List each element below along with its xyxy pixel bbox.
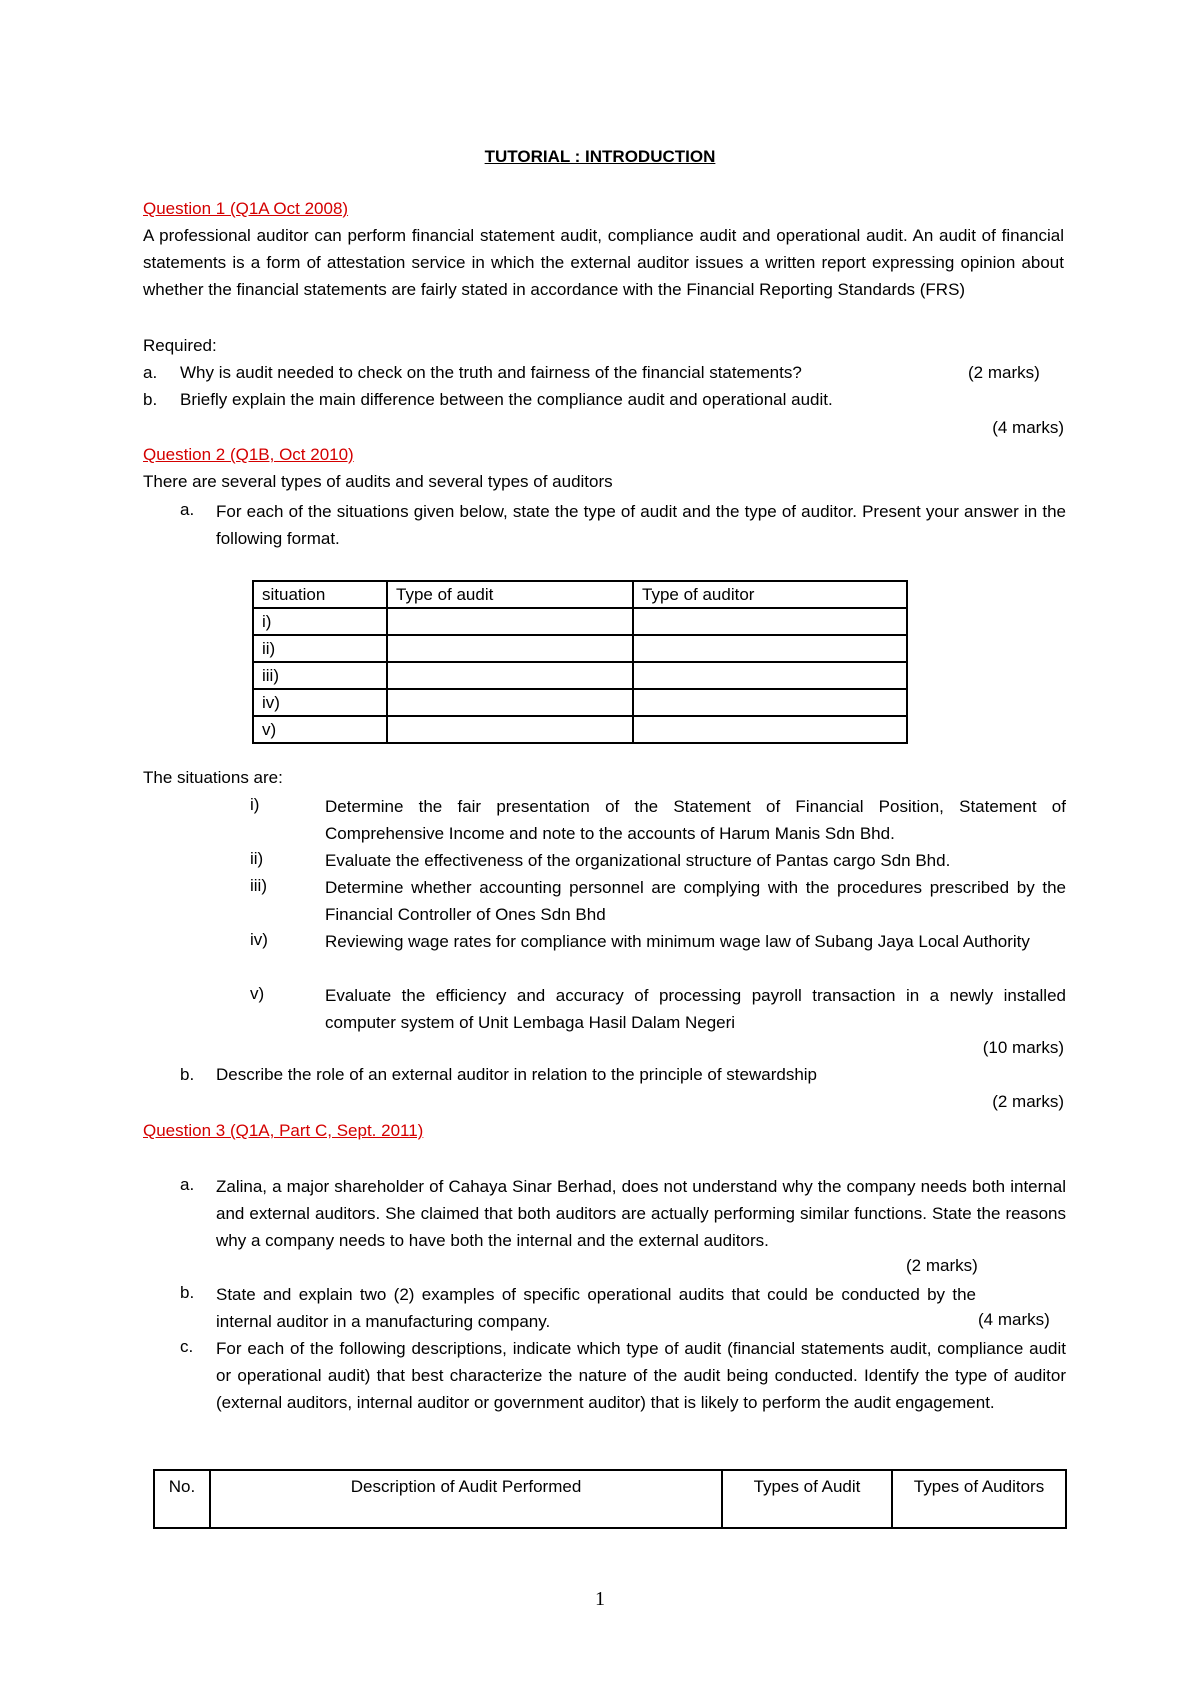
header-no: No. (154, 1470, 210, 1528)
row-label: v) (253, 716, 387, 743)
question-3-b-label: b. (180, 1283, 195, 1302)
empty-cell (387, 716, 633, 743)
situation-text: Evaluate the effectiveness of the organizational structure of Pantas cargo Sdn Bhd. (325, 851, 951, 870)
row-label: iv) (253, 689, 387, 716)
page-number: 1 (595, 1588, 605, 1610)
table-row (253, 689, 907, 716)
situation-number: ii) (250, 849, 264, 868)
header-situation: situation (253, 581, 387, 608)
question-2-intro: There are several types of audits and several types of auditors (143, 472, 613, 491)
situation-number: v) (250, 984, 265, 1003)
audit-description-table (153, 1469, 1067, 1529)
header-type-of-audit: Type of audit (387, 581, 633, 608)
question-2-a-marks: (10 marks) (982, 1038, 1064, 1057)
header-types-of-audit: Types of Audit (722, 1470, 892, 1528)
empty-cell (387, 689, 633, 716)
question-2-b-label: b. (180, 1065, 195, 1084)
header-types-of-auditors: Types of Auditors (892, 1470, 1066, 1528)
table-row (253, 635, 907, 662)
header-type-of-auditor: Type of auditor (633, 581, 907, 608)
header-description: Description of Audit Performed (210, 1470, 722, 1528)
empty-cell (633, 608, 907, 635)
question-2-a-label: a. (180, 500, 195, 519)
table-row (253, 716, 907, 743)
situation-text: Reviewing wage rates for compliance with minimum wage law of Subang Jaya Local Authority (325, 932, 1030, 951)
question-3-c-label: c. (180, 1337, 194, 1356)
question-1-b-marks: (4 marks) (992, 418, 1064, 437)
question-1-required: Required: (143, 336, 217, 355)
question-3-b-text: State and explain two (2) examples of specific operational audits that could be conducted by the internal auditor in a manufacturing company. (216, 1285, 976, 1331)
question-3-a-label: a. (180, 1175, 195, 1194)
answer-format-table (252, 580, 908, 744)
table-row (253, 662, 907, 689)
question-1-a-marks: (2 marks) (968, 363, 1040, 382)
question-3-b-marks: (4 marks) (978, 1310, 1050, 1329)
row-label: ii) (253, 635, 387, 662)
question-3-c-text: For each of the following descriptions, indicate which type of audit (financial statements audit, compliance audit or operational audit) that best characterize the nature of the audit being conducted. Identify the type of auditor (external auditors, internal auditor or government auditor) that is likely to perform the audit engagement. (216, 1339, 1066, 1412)
table-row (253, 608, 907, 635)
table-header-row (253, 581, 907, 608)
situation-number: iii) (250, 876, 267, 895)
row-label: iii) (253, 662, 387, 689)
question-2-heading: Question 2 (Q1B, Oct 2010) (143, 445, 354, 464)
situation-text: Determine whether accounting personnel are complying with the procedures prescribed by the Financial Controller of Ones Sdn Bhd (325, 878, 1066, 924)
situation-text: Evaluate the efficiency and accuracy of processing payroll transaction in a newly installed computer system of Unit Lembaga Hasil Dalam Negeri (325, 986, 1066, 1032)
question-2-a-text: For each of the situations given below, state the type of audit and the type of auditor. Present your answer in the following format. (216, 502, 1066, 548)
question-1-b-text: Briefly explain the main difference between the compliance audit and operational audit. (180, 390, 833, 409)
empty-cell (387, 635, 633, 662)
empty-cell (633, 635, 907, 662)
empty-cell (633, 662, 907, 689)
situation-number: iv) (250, 930, 268, 949)
question-1-heading: Question 1 (Q1A Oct 2008) (143, 199, 349, 218)
empty-cell (387, 662, 633, 689)
question-2-b-text: Describe the role of an external auditor in relation to the principle of stewardship (216, 1065, 818, 1084)
question-1-a-label: a. (143, 363, 158, 382)
table-header-row (154, 1470, 1066, 1528)
question-1-b-label: b. (143, 390, 158, 409)
page-title: TUTORIAL : INTRODUCTION (484, 147, 716, 166)
question-2-b-marks: (2 marks) (992, 1092, 1064, 1111)
situations-label: The situations are: (143, 768, 283, 787)
question-3-a-text: Zalina, a major shareholder of Cahaya Sinar Berhad, does not understand why the company needs both internal and external auditors. She claimed that both auditors are actually performing similar functions. State the reasons why a company needs to have both the internal and the external auditors. (216, 1177, 1066, 1250)
empty-cell (633, 689, 907, 716)
situation-text: Determine the fair presentation of the Statement of Financial Position, Statement of Comprehensive Income and note to the accounts of Harum Manis Sdn Bhd. (325, 797, 1066, 843)
situation-number: i) (250, 795, 260, 814)
row-label: i) (253, 608, 387, 635)
question-3-a-marks: (2 marks) (906, 1256, 978, 1275)
empty-cell (387, 608, 633, 635)
empty-cell (633, 716, 907, 743)
question-1-intro: A professional auditor can perform financial statement audit, compliance audit and operational audit. An audit of financial statements is a form of attestation service in which the external auditor issues a written report expressing opinion about whether the financial statements are fairly stated in accordance with the Financial Reporting Standards (FRS) (143, 226, 1064, 299)
question-1-a-text: Why is audit needed to check on the truth and fairness of the financial statements? (180, 363, 802, 382)
question-3-heading: Question 3 (Q1A, Part C, Sept. 2011) (143, 1121, 424, 1140)
